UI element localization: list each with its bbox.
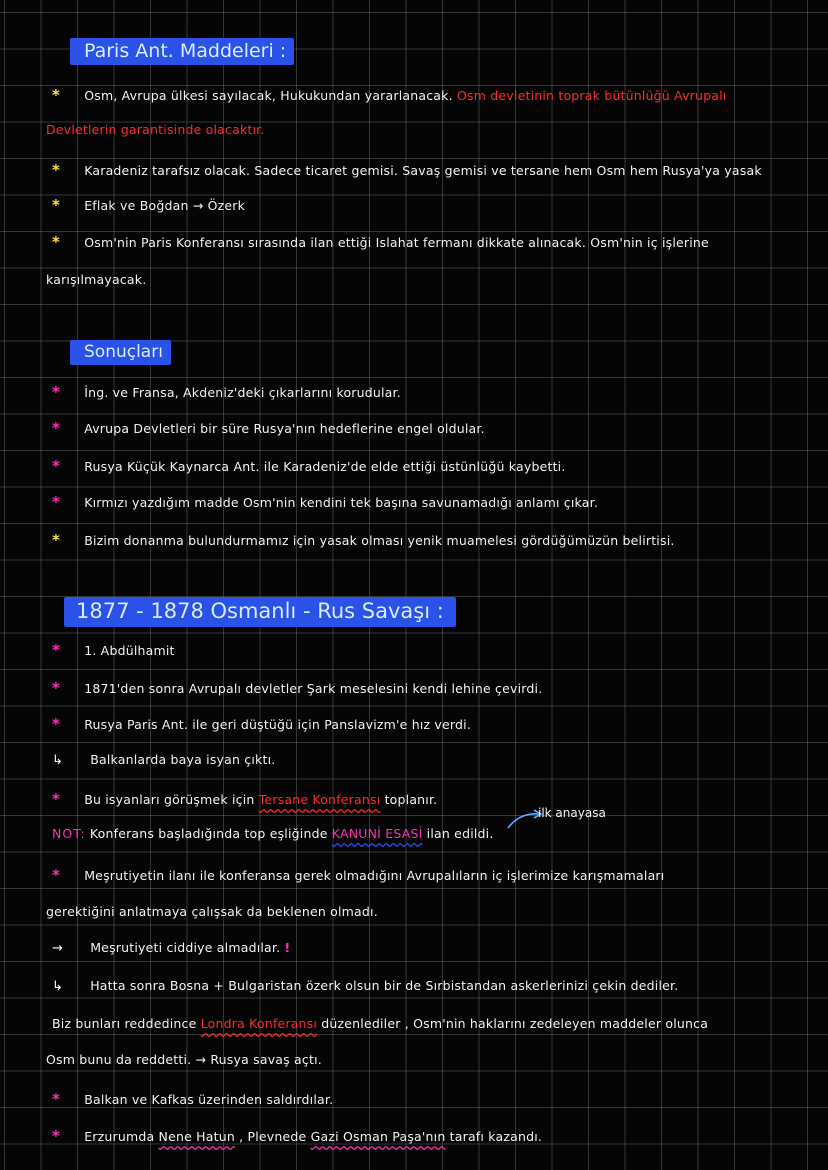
- nene-hatun: Nene Hatun: [158, 1129, 235, 1144]
- paris-item-2: * Karadeniz tarafsız olacak. Sadece ticaret gemisi. Savaş gemisi ve tersane hem Osm hem Rusya'ya yasak: [52, 161, 762, 179]
- star-bullet-icon: *: [52, 86, 61, 104]
- war-item-9: ↳ Hatta sonra Bosna + Bulgaristan özerk olsun bir de Sırbistandan askerlerinizi çekin dediler.: [52, 978, 679, 994]
- note-label: NOT:: [52, 826, 86, 841]
- star-bullet-icon: *: [52, 531, 61, 549]
- war-item-13: * Erzurumda Nene Hatun , Plevnede Gazi Osman Paşa'nın tarafı kazandı.: [52, 1127, 543, 1145]
- result-item: * İng. ve Fransa, Akdeniz'deki çıkarlarını korudular.: [52, 383, 401, 401]
- star-bullet-icon: *: [52, 641, 61, 659]
- star-bullet-icon: *: [52, 457, 61, 475]
- exclamation-icon: !: [284, 940, 291, 955]
- star-bullet-icon: *: [52, 679, 61, 697]
- star-bullet-icon: *: [52, 161, 61, 179]
- gazi-osman-pasa: Gazi Osman Paşa'nın: [310, 1129, 446, 1144]
- star-bullet-icon: *: [52, 419, 61, 437]
- war-item-7: * Meşrutiyetin ilanı ile konferansa gerek olmadığını Avrupalıların iç işlerimize karışmamaları: [52, 866, 665, 884]
- war-item-7-cont: gerektiğini anlatmaya çalışsak da beklenen olmadı.: [46, 904, 378, 919]
- star-bullet-icon: *: [52, 866, 61, 884]
- londra-konferansi: Londra Konferansı: [200, 1016, 318, 1031]
- star-bullet-icon: *: [52, 1127, 61, 1145]
- star-bullet-icon: *: [52, 196, 61, 214]
- star-bullet-icon: *: [52, 715, 61, 733]
- star-bullet-icon: *: [52, 790, 61, 808]
- war-item-4: ↳ Balkanlarda baya isyan çıktı.: [52, 752, 276, 768]
- war-item-12: * Balkan ve Kafkas üzerinden saldırdılar.: [52, 1090, 334, 1108]
- paris-item-1: * Osm, Avrupa ülkesi sayılacak, Hukukundan yararlanacak. Osm devletinin toprak bütünlüğü Avrupalı: [52, 86, 727, 104]
- war-note: NOT: Konferans başladığında top eşliğinde KANUNİ ESASİ ilan edildi.: [52, 826, 494, 841]
- ilk-anayasa-note: ilk anayasa: [538, 806, 606, 820]
- star-bullet-icon: *: [52, 493, 61, 511]
- star-bullet-icon: *: [52, 383, 61, 401]
- war-item-1: * 1. Abdülhamit: [52, 641, 175, 659]
- star-bullet-icon: *: [52, 1090, 61, 1108]
- section-title-war: 1877 - 1878 Osmanlı - Rus Savaşı :: [64, 597, 456, 627]
- red-note-text: Osm devletinin toprak bütünlüğü Avrupalı: [456, 88, 727, 103]
- star-bullet-icon: *: [52, 233, 61, 251]
- tersane-konferansi: Tersane Konferansı: [258, 792, 381, 807]
- paris-item-4-cont: karışılmayacak.: [46, 272, 147, 287]
- paris-item-4: * Osm'nin Paris Konferansı sırasında ilan ettiği Islahat fermanı dikkate alınacak. Osm'nin iç işlerine: [52, 233, 709, 251]
- corner-arrow-icon: ↳: [52, 979, 64, 994]
- corner-arrow-icon: ↳: [52, 753, 64, 768]
- war-item-3: * Rusya Paris Ant. ile geri düştüğü için Panslavizm'e hız verdi.: [52, 715, 472, 733]
- war-item-8: → Meşrutiyeti ciddiye almadılar. !: [52, 940, 291, 956]
- result-item: * Bizim donanma bulundurmamız için yasak olması yenik muamelesi gördüğümüzün belirtisi.: [52, 531, 675, 549]
- war-item-11: Osm bunu da reddetti. → Rusya savaş açtı.: [46, 1052, 322, 1067]
- war-item-2: * 1871'den sonra Avrupalı devletler Şark meselesini kendi lehine çevirdi.: [52, 679, 543, 697]
- right-arrow-icon: →: [52, 941, 64, 956]
- kanuni-esasi: KANUNİ ESASİ: [331, 826, 423, 841]
- section-title-paris: Paris Ant. Maddeleri :: [70, 38, 294, 65]
- result-item: * Rusya Küçük Kaynarca Ant. ile Karadeniz'de elde ettiği üstünlüğü kaybetti.: [52, 457, 566, 475]
- war-item-10: Biz bunları reddedince Londra Konferansı düzenlediler , Osm'nin haklarını zedeleyen maddeler olunca: [52, 1016, 709, 1031]
- war-item-5: * Bu isyanları görüşmek için Tersane Konferansı toplanır.: [52, 790, 438, 808]
- section-title-results: Sonuçları: [70, 340, 171, 365]
- paris-item-3: * Eflak ve Boğdan → Özerk: [52, 196, 246, 214]
- paris-item-1-cont: Devletlerin garantisinde olacaktır.: [46, 122, 265, 137]
- result-item: * Kırmızı yazdığım madde Osm'nin kendini tek başına savunamadığı anlamı çıkar.: [52, 493, 598, 511]
- result-item: * Avrupa Devletleri bir süre Rusya'nın hedeflerine engel oldular.: [52, 419, 485, 437]
